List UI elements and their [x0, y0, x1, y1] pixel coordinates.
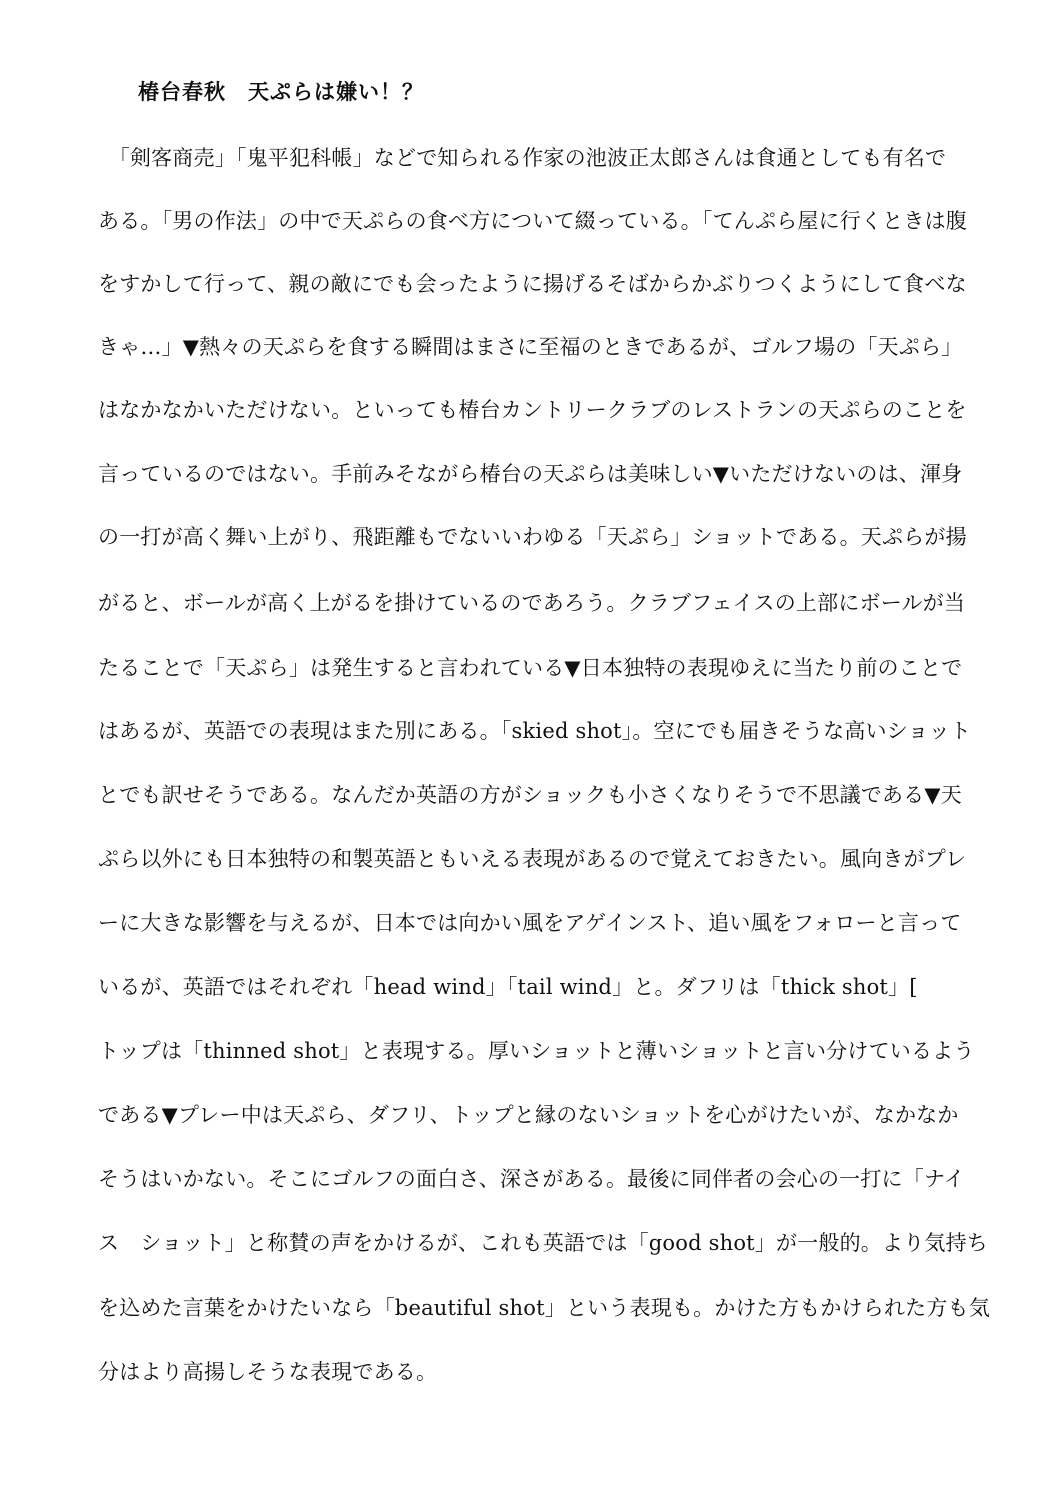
body-line-2: ある。「男の作法」の中で天ぷらの食べ方について綴っている。「てんぷら屋に行くときは腹	[98, 209, 967, 233]
body-line-13: ーに大きな影響を与えるが、日本では向かい風をアゲインスト、追い風をフォローと言って	[98, 911, 962, 935]
body-line-18: ス ショット」と称賛の声をかけるが、これも英語では「good shot」が一般的。より気持ち	[98, 1231, 989, 1255]
body-line-20: 分はより高揚しそうな表現である。	[98, 1360, 438, 1384]
body-line-16: である▼プレー中は天ぷら、ダフリ、トップと縁のないショットを心がけたいが、なかなか	[98, 1103, 959, 1127]
body-line-17: そうはいかない。そこにゴルフの面白さ、深さがある。最後に同伴者の会心の一打に「ナイ	[98, 1167, 965, 1191]
body-line-7: の一打が高く舞い上がり、飛距離もでないいわゆる「天ぷら」ショットである。天ぷらが揚	[98, 525, 967, 549]
body-line-15: トップは「thinned shot」と表現する。厚いショットと薄いショットと言い分けているよう	[98, 1039, 975, 1063]
body-line-5: はなかなかいただけない。といっても椿台カントリークラブのレストランの天ぷらのことを	[98, 398, 967, 422]
body-line-12: ぷら以外にも日本独特の和製英語ともいえる表現があるので覚えておきたい。風向きがプレ	[98, 847, 967, 871]
body-line-8: がると、ボールが高く上がるを掛けているのであろう。クラブフェイスの上部にボールが当	[98, 591, 966, 615]
body-line-10: はあるが、英語での表現はまた別にある。「skied shot」。空にでも届きそうな高いショット	[98, 719, 972, 743]
body-line-14: いるが、英語ではそれぞれ「head wind」「tail wind」と。ダフリは「thick shot」[	[98, 975, 918, 999]
document-title: 椿台春秋 天ぷらは嫌い！？	[138, 79, 424, 104]
body-line-11: とでも訳せそうである。なんだか英語の方がショックも小さくなりそうで不思議である▼天	[98, 783, 962, 807]
body-line-1: 「剣客商売」「鬼平犯科帳」などで知られる作家の池波正太郎さんは食通としても有名で	[98, 146, 947, 170]
body-line-3: をすかして行って、親の敵にでも会ったように揚げるそばからかぶりつくようにして食べな	[98, 272, 967, 296]
body-line-19: を込めた言葉をかけたいなら「beautiful shot」という表現も。かけた方もかけられた方も気	[98, 1296, 990, 1320]
body-line-4: きゃ…」▼熱々の天ぷらを食する瞬間はまさに至福のときであるが、ゴルフ場の「天ぷら」	[98, 335, 963, 359]
body-line-6: 言っているのではない。手前みそながら椿台の天ぷらは美味しい▼いただけないのは、渾身	[98, 462, 963, 486]
body-line-9: たることで「天ぷら」は発生すると言われている▼日本独特の表現ゆえに当たり前のことで	[98, 656, 963, 680]
